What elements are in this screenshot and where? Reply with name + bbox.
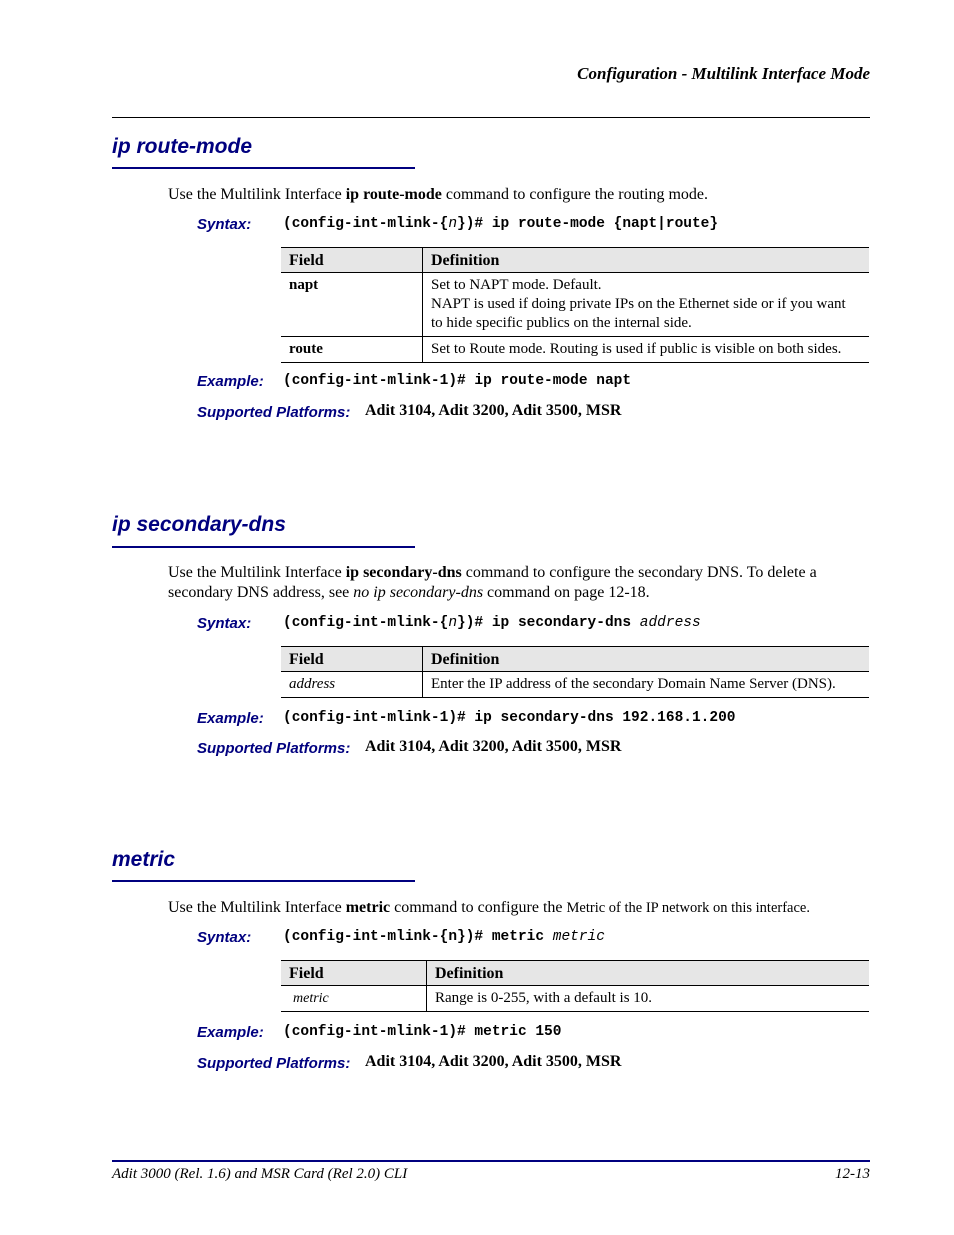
table-header-row <box>281 961 869 986</box>
column-header-field: Field <box>281 248 423 273</box>
table-row <box>281 986 869 1012</box>
table-row <box>281 273 869 337</box>
definition-line: Set to Route mode. Routing is used if public is visible on both sides. <box>431 341 842 357</box>
field-table <box>281 247 869 363</box>
intro-reference: no ip secondary-dns <box>353 584 484 601</box>
page-header-title: Configuration - Multilink Interface Mode <box>577 64 870 83</box>
example-label: Example: <box>197 373 264 390</box>
syntax-code <box>283 929 605 945</box>
intro-line <box>168 583 870 603</box>
section-intro <box>168 185 870 205</box>
footer-rule <box>112 1160 870 1162</box>
example-code: (config-int-mlink-1)# metric 150 <box>283 1024 562 1040</box>
example-label: Example: <box>197 710 264 727</box>
intro-command: ip route-mode <box>345 186 442 203</box>
intro-command: ip secondary-dns <box>345 564 462 581</box>
intro-text: secondary DNS address, see <box>168 584 354 601</box>
intro-text: command on page 12-18. <box>483 584 650 601</box>
syntax-param: address <box>639 615 701 631</box>
syntax-code <box>283 615 701 631</box>
section-title-ip-route-mode: ip route-mode <box>112 135 252 158</box>
field-cell: address <box>281 672 423 698</box>
syntax-part: })# ip route-mode {napt|route} <box>457 216 719 232</box>
field-cell: napt <box>281 273 423 337</box>
definition-line: NAPT is used if doing private IPs on the Ethernet side or if you want <box>431 296 846 312</box>
column-header-definition: Definition <box>423 248 870 273</box>
definition-cell <box>423 337 870 363</box>
example-label: Example: <box>197 1024 264 1041</box>
table-row <box>281 337 869 363</box>
syntax-label: Syntax: <box>197 615 252 632</box>
definition-cell: Range is 0-255, with a default is 10. <box>427 986 870 1012</box>
platforms-label: Supported Platforms: <box>197 1055 351 1072</box>
intro-text: Use the Multilink Interface <box>168 186 346 203</box>
intro-text: command to configure the <box>390 899 567 916</box>
intro-command: metric <box>345 899 391 916</box>
platforms-label: Supported Platforms: <box>197 404 351 421</box>
column-header-definition: Definition <box>423 647 870 672</box>
syntax-param: n <box>448 615 458 631</box>
section-intro <box>168 898 870 918</box>
definition-line: to hide specific publics on the internal side. <box>431 315 692 331</box>
syntax-part: (config-int-mlink-{ <box>283 216 449 232</box>
intro-text: command to configure the secondary DNS. To delete a <box>461 564 817 581</box>
definition-cell: Enter the IP address of the secondary Domain Name Server (DNS). <box>423 672 870 698</box>
platforms-value: Adit 3104, Adit 3200, Adit 3500, MSR <box>365 1053 622 1070</box>
column-header-field: Field <box>281 647 423 672</box>
column-header-definition: Definition <box>427 961 870 986</box>
syntax-part: (config-int-mlink-{ <box>283 615 449 631</box>
footer-page-number: 12-13 <box>835 1166 870 1182</box>
field-table <box>281 646 869 698</box>
section-title-ip-secondary-dns: ip secondary-dns <box>112 513 286 536</box>
definition-line: Set to NAPT mode. Default. <box>431 277 602 293</box>
intro-text: Use the Multilink Interface <box>168 564 346 581</box>
definition-cell <box>423 273 870 337</box>
syntax-code <box>283 216 718 232</box>
syntax-part: (config-int-mlink-{n})# metric <box>283 929 553 945</box>
intro-text: Use the Multilink Interface <box>168 899 346 916</box>
example-code: (config-int-mlink-1)# ip secondary-dns 192.168.1.200 <box>283 710 736 726</box>
syntax-param: n <box>448 216 458 232</box>
field-cell: metric <box>281 986 427 1012</box>
syntax-part: })# ip secondary-dns <box>457 615 640 631</box>
intro-line <box>168 563 870 583</box>
header-rule <box>112 117 870 118</box>
field-table <box>281 960 869 1012</box>
syntax-param: metric <box>552 929 605 945</box>
table-header-row <box>281 647 869 672</box>
example-code: (config-int-mlink-1)# ip route-mode napt <box>283 373 632 389</box>
intro-text: command to configure the routing mode. <box>441 186 709 203</box>
platforms-value: Adit 3104, Adit 3200, Adit 3500, MSR <box>365 402 622 419</box>
section-rule <box>112 546 415 548</box>
field-cell: route <box>281 337 423 363</box>
section-rule <box>112 880 415 882</box>
footer-doc-title: Adit 3000 (Rel. 1.6) and MSR Card (Rel 2.0) CLI <box>112 1166 408 1182</box>
syntax-label: Syntax: <box>197 929 252 946</box>
platforms-label: Supported Platforms: <box>197 740 351 757</box>
section-rule <box>112 167 415 169</box>
column-header-field: Field <box>281 961 427 986</box>
platforms-value: Adit 3104, Adit 3200, Adit 3500, MSR <box>365 738 622 755</box>
table-header-row <box>281 248 869 273</box>
syntax-label: Syntax: <box>197 216 252 233</box>
section-title-metric: metric <box>112 848 176 871</box>
intro-text: Metric of the IP network on this interface. <box>566 900 810 916</box>
table-row <box>281 672 869 698</box>
section-intro <box>168 563 870 603</box>
